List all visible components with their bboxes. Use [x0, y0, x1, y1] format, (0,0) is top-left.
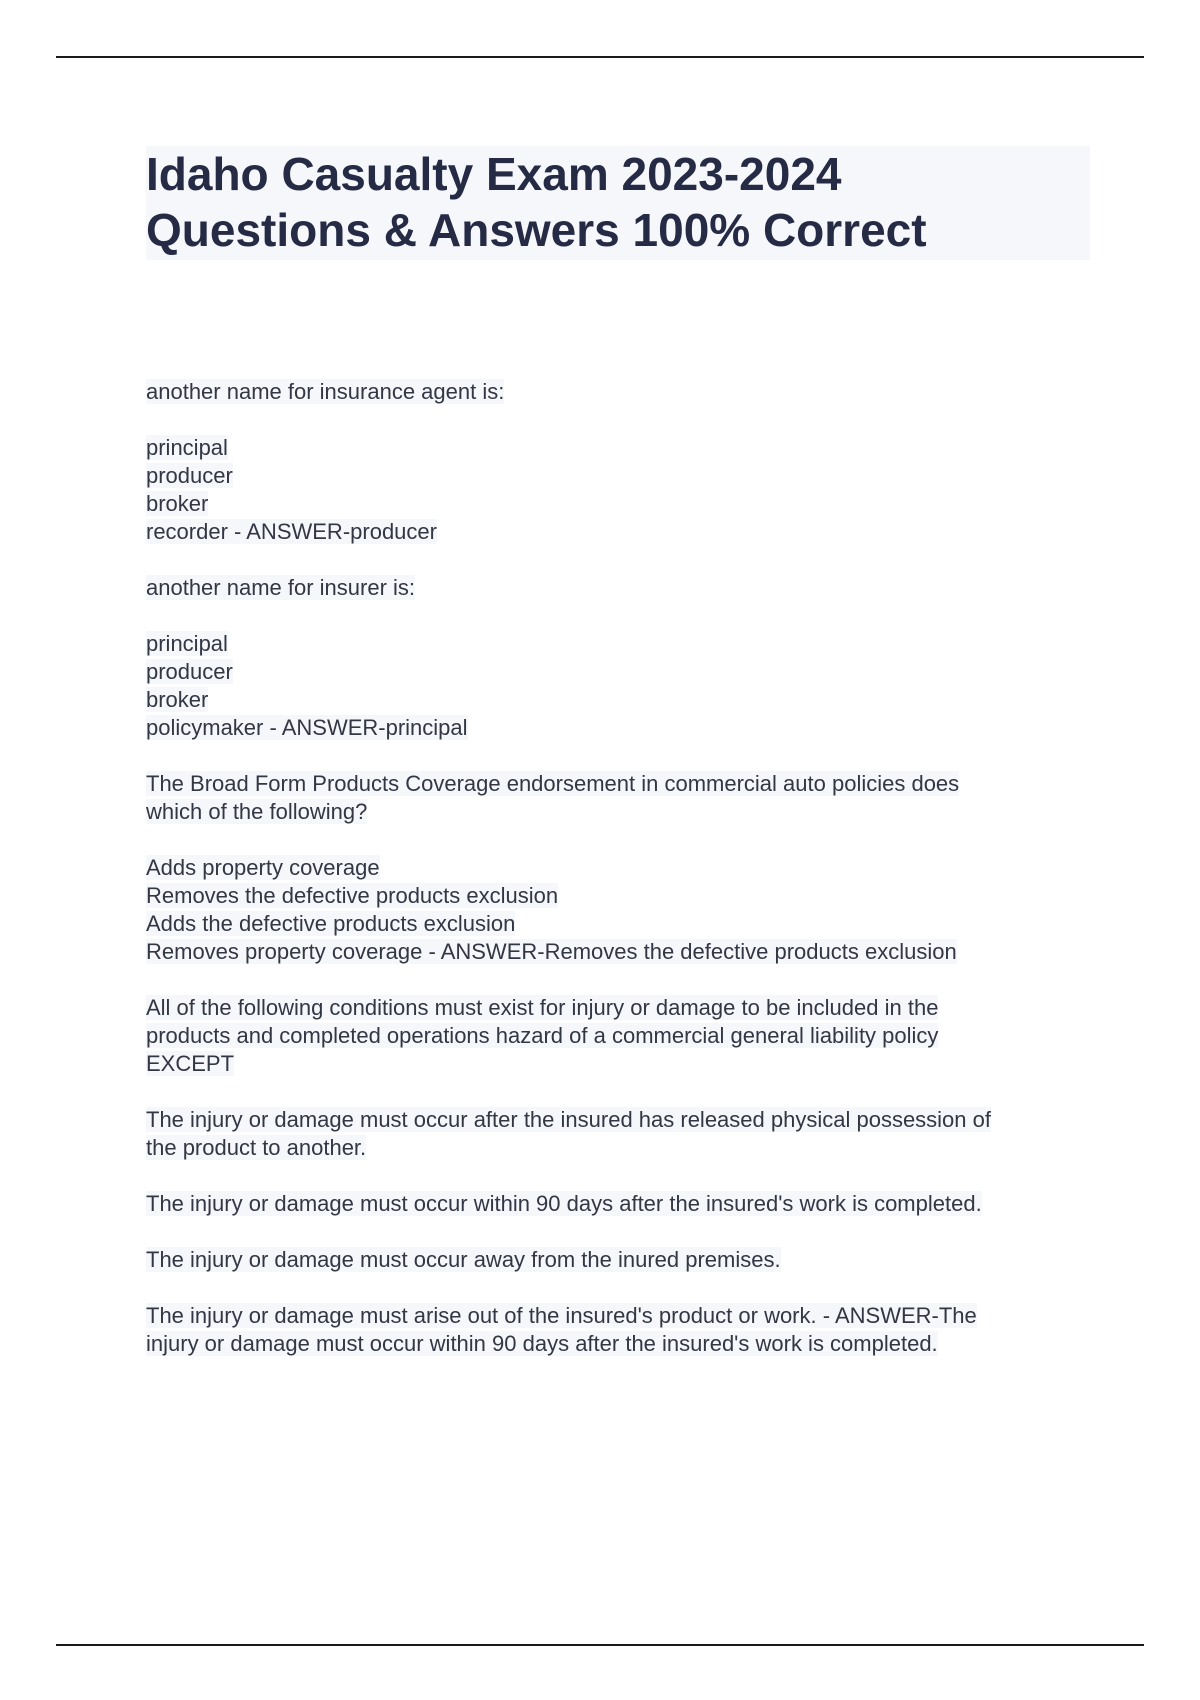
answer-option: principal	[146, 631, 228, 656]
question-2	[146, 574, 1090, 742]
question-list	[146, 378, 1090, 1358]
answer-option: policymaker - ANSWER-principal	[146, 715, 468, 740]
answer-option: Adds property coverage	[146, 855, 380, 880]
answer-option: broker	[146, 687, 209, 712]
question-prompt: The Broad Form Products Coverage endorsement in commercial auto policies does	[146, 771, 960, 796]
answer-paragraph: The injury or damage must arise out of the insured's product or work. - ANSWER-The	[146, 1303, 977, 1328]
answer-option: producer	[146, 463, 233, 488]
document-body	[146, 146, 1090, 1386]
answer-option: Removes the defective products exclusion	[146, 883, 559, 908]
answer-option: Adds the defective products exclusion	[146, 911, 516, 936]
answer-paragraph: the product to another.	[146, 1135, 367, 1160]
answer-paragraph: injury or damage must occur within 90 days after the insured's work is completed.	[146, 1331, 938, 1356]
question-prompt: another name for insurance agent is:	[146, 379, 505, 404]
answer-option: producer	[146, 659, 233, 684]
title-line-2: Questions & Answers 100% Correct	[146, 204, 927, 256]
question-prompt: another name for insurer is:	[146, 575, 416, 600]
question-1	[146, 378, 1090, 546]
answer-option: Removes property coverage - ANSWER-Removes the defective products exclusion	[146, 939, 957, 964]
question-prompt: All of the following conditions must exist for injury or damage to be included in the	[146, 995, 939, 1020]
title-line-1: Idaho Casualty Exam 2023-2024	[146, 148, 842, 200]
answer-paragraph: The injury or damage must occur within 90 days after the insured's work is completed.	[146, 1191, 982, 1216]
question-prompt: products and completed operations hazard of a commercial general liability policy	[146, 1023, 939, 1048]
answer-paragraph: The injury or damage must occur away from the inured premises.	[146, 1247, 781, 1272]
document-title	[146, 146, 1090, 260]
question-prompt: which of the following?	[146, 799, 368, 824]
top-rule	[56, 56, 1144, 58]
answer-option: recorder - ANSWER-producer	[146, 519, 437, 544]
question-3	[146, 770, 1090, 966]
question-4	[146, 994, 1090, 1358]
answer-option: broker	[146, 491, 209, 516]
question-prompt: EXCEPT	[146, 1051, 235, 1076]
answer-paragraph: The injury or damage must occur after the insured has released physical possession of	[146, 1107, 991, 1132]
answer-option: principal	[146, 435, 228, 460]
bottom-rule	[56, 1644, 1144, 1646]
